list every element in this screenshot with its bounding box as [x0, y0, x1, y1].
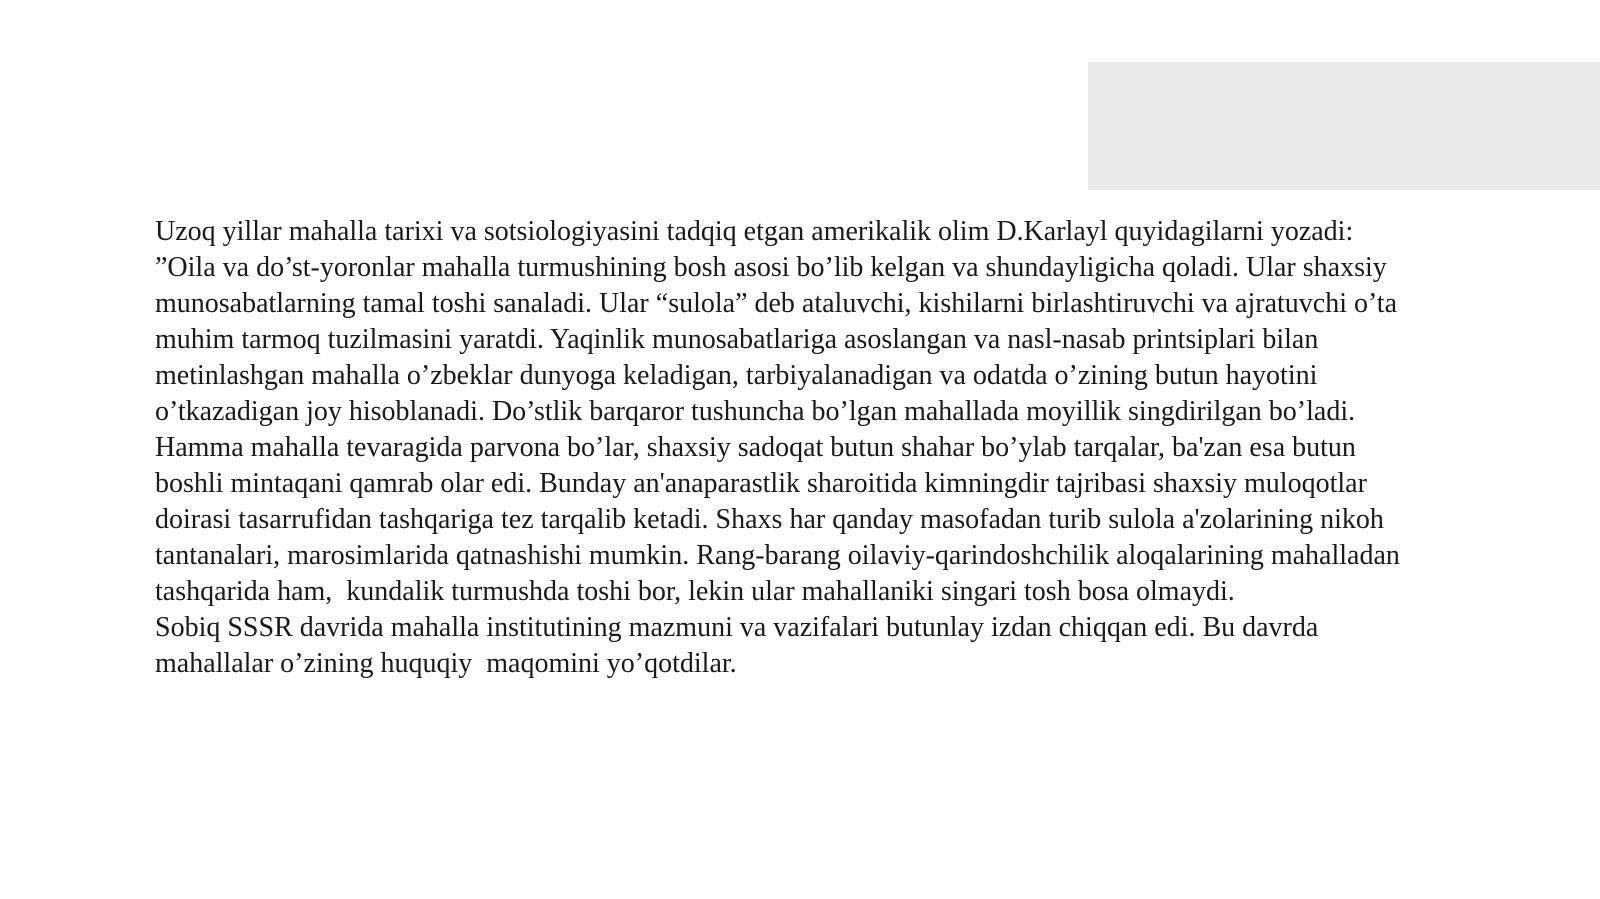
text-line: munosabatlarning tamal toshi sanaladi. Ular “sulola” deb ataluvchi, kishilarni birlashtiruvchi va ajratuvchi o’ta: [155, 288, 1398, 319]
text-line: tantanalari, marosimlarida qatnashishi mumkin. Rang-barang oilaviy-qarindoshchilik aloqalarining mahalladan: [155, 540, 1400, 571]
text-line: boshli mintaqani qamrab olar edi. Bunday an'anaparastlik sharoitida kimningdir tajribasi shaxsiy muloqotlar: [155, 468, 1367, 499]
text-line: muhim tarmoq tuzilmasini yaratdi. Yaqinlik munosabatlariga asoslangan va nasl-nasab printsiplari bilan: [155, 324, 1319, 355]
body-text: [155, 214, 1495, 682]
text-line: mahallalar o’zining huquqiy maqomini yo’qotdilar.: [155, 648, 737, 679]
text-line: Uzoq yillar mahalla tarixi va sotsiologiyasini tadqiq etgan amerikalik olim D.Karlayl quyidagilarni yozadi:: [155, 216, 1354, 247]
placeholder-box: [1088, 62, 1600, 190]
text-line: Sobiq SSSR davrida mahalla institutining mazmuni va vazifalari butunlay izdan chiqqan edi. Bu davrda: [155, 612, 1319, 643]
text-line: doirasi tasarrufidan tashqariga tez tarqalib ketadi. Shaxs har qanday masofadan turib sulola a'zolarining nikoh: [155, 504, 1384, 535]
text-line: tashqarida ham, kundalik turmushda toshi bor, lekin ular mahallaniki singari tosh bosa olmaydi.: [155, 576, 1235, 607]
text-line: ”Oila va do’st-yoronlar mahalla turmushining bosh asosi bo’lib kelgan va shundayligicha qoladi. Ular shaxsiy: [155, 252, 1387, 283]
text-line: o’tkazadigan joy hisoblanadi. Do’stlik barqaror tushuncha bo’lgan mahallada moyillik singdirilgan bo’ladi.: [155, 396, 1356, 427]
text-line: metinlashgan mahalla o’zbeklar dunyoga keladigan, tarbiyalanadigan va odatda o’zining butun hayotini: [155, 360, 1318, 391]
text-line: Hamma mahalla tevaragida parvona bo’lar, shaxsiy sadoqat butun shahar bo’ylab tarqalar, ba'zan esa butun: [155, 432, 1356, 463]
